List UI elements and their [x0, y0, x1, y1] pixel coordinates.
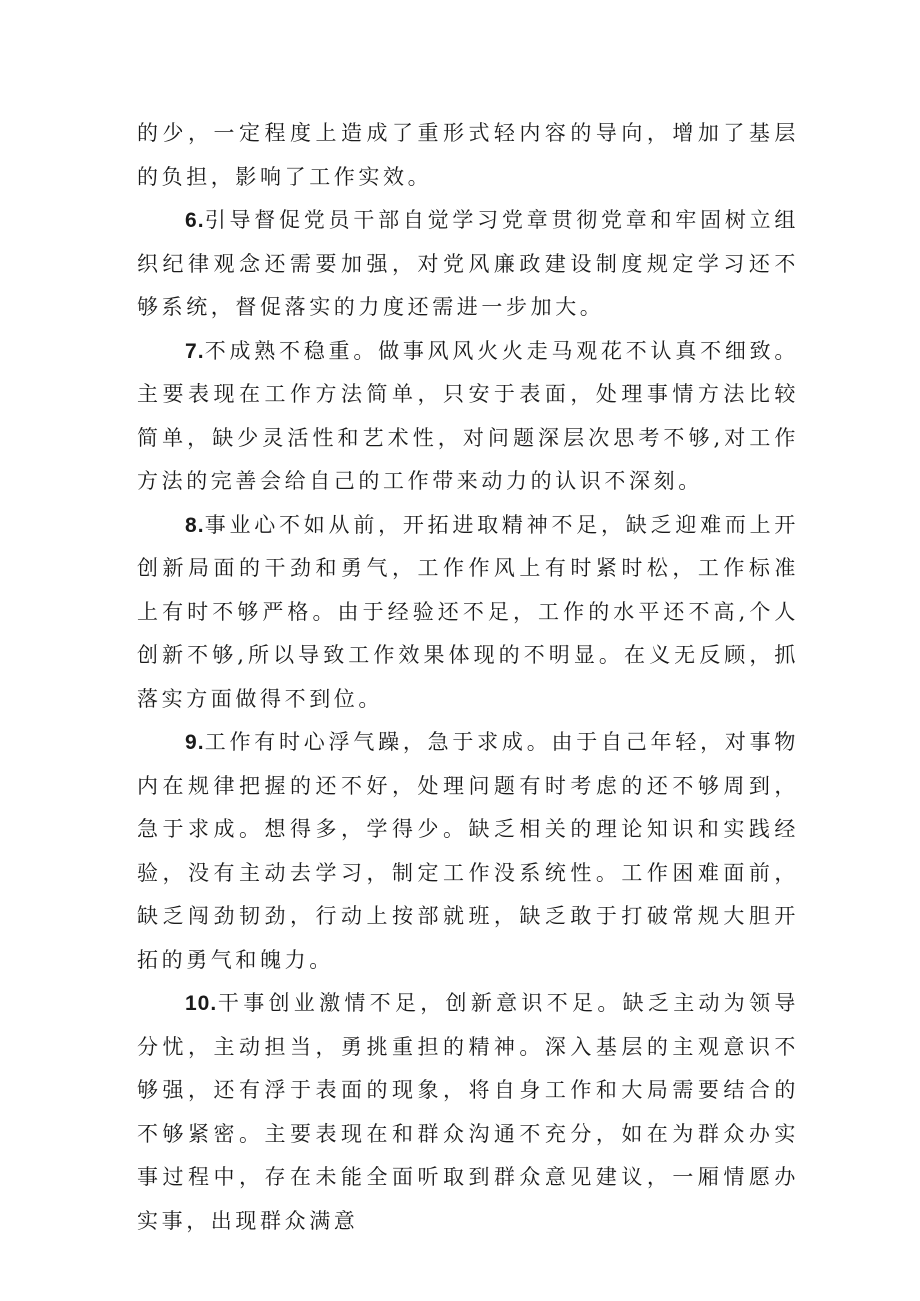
paragraph-text: 干事创业激情不足，创新意识不足。缺乏主动为领导分忧，主动担当，勇挑重担的精神。深入基层的主观意识不够强，还有浮于表面的现象，将自身工作和大局需要结合的不够紧密。主要表现在和群众沟通不充分，如在为群众办实事过程中，存在未能全面听取到群众意见建议，一厢情愿办实事，出现群众满意 [137, 991, 799, 1233]
paragraph-item-7 [137, 330, 799, 504]
paragraph-text: 事业心不如从前，开拓进取精神不足，缺乏迎难而上开创新局面的干劲和勇气，工作作风上有时紧时松，工作标准上有时不够严格。由于经验还不足，工作的水平还不高,个人创新不够,所以导致工作效果体现的不明显。在义无反顾，抓落实方面做得不到位。 [137, 512, 799, 711]
item-number-dot: . [210, 992, 218, 1015]
item-number-dot: . [197, 339, 205, 363]
paragraph-text: 工作有时心浮气躁，急于求成。由于自己年轻，对事物内在规律把握的还不好，处理问题有时考虑的还不够周到，急于求成。想得多，学得少。缺乏相关的理论知识和实践经验，没有主动去学习，制定工作没系统性。工作困难面前，缺乏闯劲韧劲，行动上按部就班，缺乏敢于打破常规大胆开拓的勇气和魄力。 [137, 730, 799, 972]
paragraph-item-9 [137, 721, 799, 982]
item-number: 8 [185, 513, 198, 537]
item-number: 9 [185, 731, 198, 754]
paragraph-item-10 [137, 982, 799, 1243]
item-number: 7 [185, 339, 198, 363]
document-body [137, 112, 799, 1243]
paragraph-text: 引导督促党员干部自觉学习党章贯彻党章和牢固树立组织纪律观念还需要加强，对党风廉政建设制度规定学习还不够系统，督促落实的力度还需进一步加大。 [137, 208, 799, 319]
item-number: 10 [185, 992, 211, 1015]
item-number-dot: . [197, 731, 205, 754]
item-number: 6 [185, 209, 198, 232]
paragraph-continuation [137, 112, 799, 199]
item-number-dot: . [197, 513, 205, 537]
paragraph-text: 不成熟不稳重。做事风风火火走马观花不认真不细致。主要表现在工作方法简单，只安于表面，处理事情方法比较简单，缺少灵活性和艺术性，对问题深层次思考不够,对工作方法的完善会给自己的工作带来动力的认识不深刻。 [137, 338, 799, 493]
paragraph-item-6 [137, 199, 799, 330]
paragraph-text: 的少，一定程度上造成了重形式轻内容的导向，增加了基层的负担，影响了工作实效。 [137, 121, 799, 189]
paragraph-item-8 [137, 504, 799, 722]
item-number-dot: . [197, 209, 205, 232]
